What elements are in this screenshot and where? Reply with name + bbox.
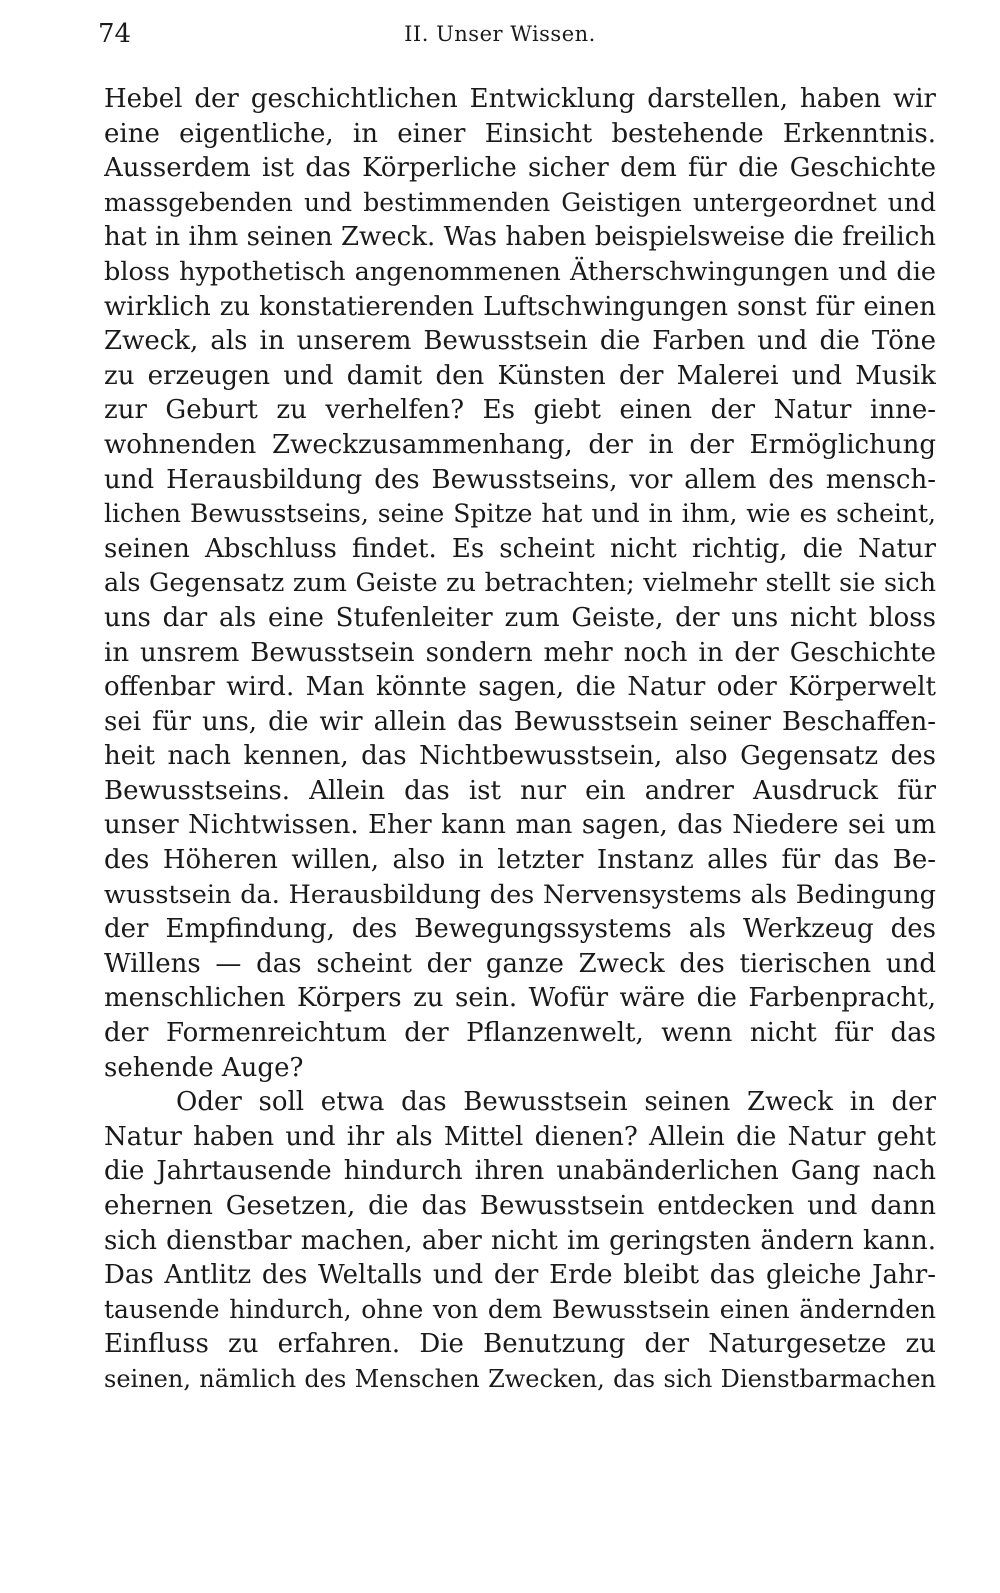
text-line: massgebenden und bestimmenden Geistigen untergeordnet und bbox=[104, 187, 936, 217]
running-title: II. Unser Wissen. bbox=[404, 22, 596, 46]
text-line: hat in ihm seinen Zweck. Was haben beispielsweise die freilich bbox=[104, 222, 936, 253]
text-line: wohnenden Zweckzusammenhang, der in der Ermöglichung bbox=[104, 429, 936, 460]
text-line: ehernen Gesetzen, die das Bewusstsein entdecken und dann bbox=[104, 1191, 936, 1221]
text-line: uns dar als eine Stufenleiter zum Geiste, der uns nicht bloss bbox=[104, 602, 936, 633]
text-line: bloss hypothetisch angenommenen Ätherschwingungen und die bbox=[104, 256, 936, 287]
text-line: seinen, nämlich des Menschen Zwecken, das sich Dienstbarmachen bbox=[104, 1364, 936, 1393]
text-line: zu erzeugen und damit den Künsten der Malerei und Musik bbox=[104, 360, 936, 391]
text-line: unser Nichtwissen. Eher kann man sagen, das Niedere sei um bbox=[104, 810, 936, 841]
body-text bbox=[104, 82, 936, 1397]
text-line: sei für uns, die wir allein das Bewusstsein seiner Beschaffen- bbox=[104, 706, 936, 737]
text-line: der Formenreichtum der Pflanzenwelt, wenn nicht für das bbox=[104, 1018, 936, 1049]
text-line: Einfluss zu erfahren. Die Benutzung der Naturgesetze zu bbox=[104, 1329, 936, 1360]
text-line: zur Geburt zu verhelfen? Es giebt einen der Natur inne- bbox=[104, 395, 936, 426]
text-line: lichen Bewusstseins, seine Spitze hat und in ihm, wie es scheint, bbox=[104, 499, 936, 529]
paragraph-2 bbox=[104, 1085, 936, 1396]
page-number: 74 bbox=[98, 19, 132, 49]
paragraph-1 bbox=[104, 82, 936, 1085]
text-line: seinen Abschluss findet. Es scheint nicht richtig, die Natur bbox=[104, 533, 936, 564]
text-line: und Herausbildung des Bewusstseins, vor allem des mensch- bbox=[104, 464, 936, 495]
text-line: sich dienstbar machen, aber nicht im geringsten ändern kann. bbox=[104, 1225, 936, 1256]
text-line: Bewusstseins. Allein das ist nur ein andrer Ausdruck für bbox=[104, 775, 936, 806]
text-line: Das Antlitz des Weltalls und der Erde bleibt das gleiche Jahr- bbox=[104, 1260, 936, 1291]
text-line: eine eigentliche, in einer Einsicht bestehende Erkenntnis. bbox=[104, 118, 936, 149]
text-line: Hebel der geschichtlichen Entwicklung darstellen, haben wir bbox=[104, 84, 936, 114]
text-line: die Jahrtausende hindurch ihren unabänderlichen Gang nach bbox=[104, 1156, 936, 1187]
text-line: offenbar wird. Man könnte sagen, die Natur oder Körperwelt bbox=[104, 672, 936, 703]
text-line: wirklich zu konstatierenden Luftschwingungen sonst für einen bbox=[104, 291, 936, 322]
text-line: wusstsein da. Herausbildung des Nervensystems als Bedingung bbox=[104, 879, 936, 910]
text-line: Oder soll etwa das Bewusstsein seinen Zweck in der bbox=[176, 1087, 936, 1118]
text-line: Zweck, als in unserem Bewusstsein die Farben und die Töne bbox=[104, 326, 936, 357]
text-line: der Empfindung, des Bewegungssystems als Werkzeug des bbox=[104, 914, 936, 945]
text-line: Natur haben und ihr als Mittel dienen? Allein die Natur geht bbox=[104, 1121, 936, 1152]
text-line: tausende hindurch, ohne von dem Bewusstsein einen ändernden bbox=[104, 1294, 936, 1324]
text-line: menschlichen Körpers zu sein. Wofür wäre die Farbenpracht, bbox=[104, 983, 936, 1014]
text-line: des Höheren willen, also in letzter Instanz alles für das Be- bbox=[104, 845, 936, 876]
text-line: sehende Auge? bbox=[104, 1052, 304, 1083]
text-line: Willens — das scheint der ganze Zweck des tierischen und bbox=[104, 948, 936, 979]
text-line: in unsrem Bewusstsein sondern mehr noch in der Geschichte bbox=[104, 637, 936, 668]
text-line: als Gegensatz zum Geiste zu betrachten; vielmehr stellt sie sich bbox=[104, 568, 936, 599]
text-line: heit nach kennen, das Nichtbewusstsein, also Gegensatz des bbox=[104, 741, 936, 772]
text-line: Ausserdem ist das Körperliche sicher dem für die Geschichte bbox=[104, 153, 936, 184]
